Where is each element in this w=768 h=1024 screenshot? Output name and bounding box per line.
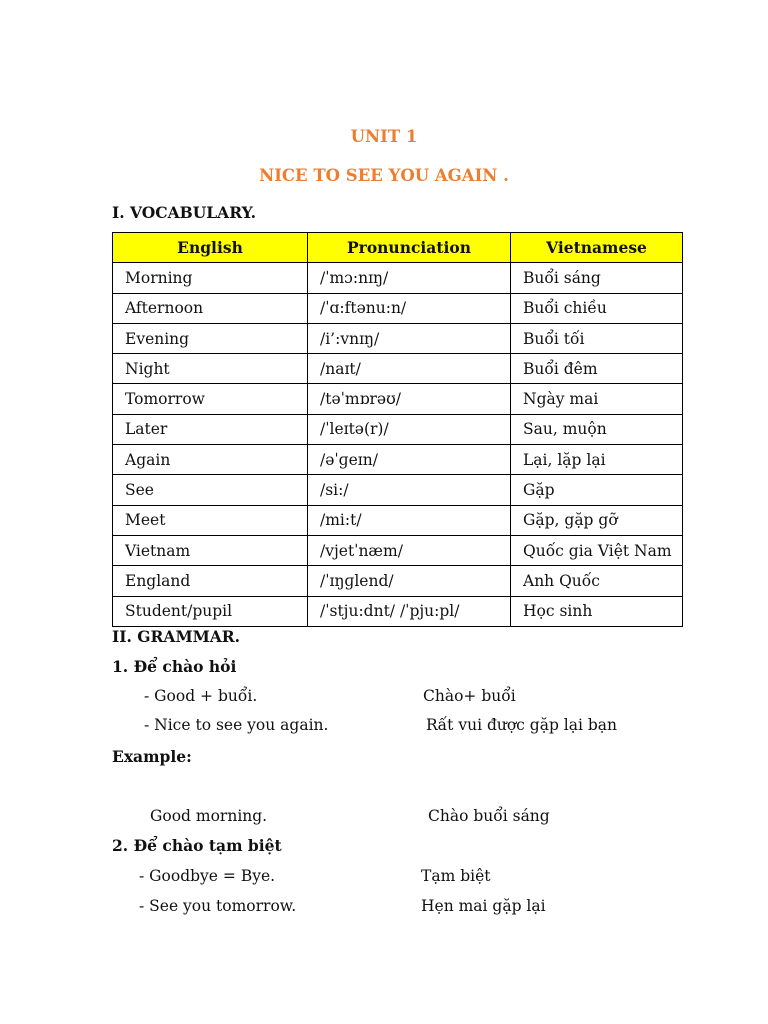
- vocabulary-heading: I. VOCABULARY.: [112, 203, 257, 222]
- vocabulary-table-body: [113, 263, 683, 627]
- table-row: [113, 535, 683, 565]
- cell-vietnamese: Học sinh: [511, 596, 683, 626]
- table-row: [113, 414, 683, 444]
- vocabulary-table: [112, 232, 683, 627]
- cell-pronunciation: /ˈleɪtə(r)/: [308, 414, 511, 444]
- table-header-row: [113, 233, 683, 263]
- cell-english: Night: [113, 354, 308, 384]
- cell-vietnamese: Quốc gia Việt Nam: [511, 535, 683, 565]
- cell-vietnamese: Gặp: [511, 475, 683, 505]
- cell-vietnamese: Buổi sáng: [511, 263, 683, 293]
- cell-english: See: [113, 475, 308, 505]
- section2-heading: 2. Để chào tạm biệt: [112, 836, 282, 855]
- example-label: Example:: [112, 747, 192, 766]
- greeting-line-en: - Nice to see you again.: [144, 716, 329, 734]
- unit-title: UNIT 1: [350, 127, 418, 146]
- greeting-line-en: - Good + buổi.: [144, 687, 258, 705]
- cell-vietnamese: Ngày mai: [511, 384, 683, 414]
- cell-vietnamese: Buổi chiều: [511, 293, 683, 323]
- farewell-line-vi: Hẹn mai gặp lại: [421, 897, 546, 915]
- cell-pronunciation: /ˈmɔ:nɪŋ/: [308, 263, 511, 293]
- table-row: [113, 505, 683, 535]
- cell-vietnamese: Buổi tối: [511, 323, 683, 353]
- farewell-line-en: - Goodbye = Bye.: [139, 867, 276, 885]
- cell-english: Student/pupil: [113, 596, 308, 626]
- table-row: [113, 354, 683, 384]
- cell-pronunciation: /əˈɡeɪn/: [308, 445, 511, 475]
- cell-vietnamese: Gặp, gặp gỡ: [511, 505, 683, 535]
- table-row: [113, 596, 683, 626]
- cell-english: Evening: [113, 323, 308, 353]
- cell-pronunciation: /vjetˈnæm/: [308, 535, 511, 565]
- cell-pronunciation: /ˈstju:dnt/ /ˈpju:pl/: [308, 596, 511, 626]
- table-row: [113, 323, 683, 353]
- greeting-line-vi: Rất vui được gặp lại bạn: [426, 716, 618, 734]
- table-row: [113, 263, 683, 293]
- cell-vietnamese: Sau, muộn: [511, 414, 683, 444]
- header-english: English: [113, 233, 308, 263]
- header-pronunciation: Pronunciation: [308, 233, 511, 263]
- table-row: [113, 566, 683, 596]
- cell-pronunciation: /si:/: [308, 475, 511, 505]
- cell-english: England: [113, 566, 308, 596]
- cell-english: Vietnam: [113, 535, 308, 565]
- table-row: [113, 475, 683, 505]
- cell-pronunciation: /i’:vnɪŋ/: [308, 323, 511, 353]
- example-vi: Chào buổi sáng: [428, 807, 550, 825]
- cell-vietnamese: Buổi đêm: [511, 354, 683, 384]
- cell-vietnamese: Anh Quốc: [511, 566, 683, 596]
- table-row: [113, 445, 683, 475]
- cell-vietnamese: Lại, lặp lại: [511, 445, 683, 475]
- greeting-line-vi: Chào+ buổi: [423, 687, 516, 705]
- table-row: [113, 384, 683, 414]
- cell-pronunciation: /ˈɑ:ftənu:n/: [308, 293, 511, 323]
- cell-english: Meet: [113, 505, 308, 535]
- cell-english: Tomorrow: [113, 384, 308, 414]
- cell-pronunciation: /naɪt/: [308, 354, 511, 384]
- table-row: [113, 293, 683, 323]
- farewell-line-vi: Tạm biệt: [421, 867, 491, 885]
- cell-english: Later: [113, 414, 308, 444]
- grammar-heading: II. GRAMMAR.: [112, 627, 241, 646]
- section1-heading: 1. Để chào hỏi: [112, 657, 237, 676]
- cell-english: Again: [113, 445, 308, 475]
- cell-english: Afternoon: [113, 293, 308, 323]
- cell-pronunciation: /mi:t/: [308, 505, 511, 535]
- header-vietnamese: Vietnamese: [511, 233, 683, 263]
- cell-english: Morning: [113, 263, 308, 293]
- cell-pronunciation: /ˈɪŋɡlend/: [308, 566, 511, 596]
- unit-subtitle: NICE TO SEE YOU AGAIN .: [259, 166, 509, 185]
- farewell-line-en: - See you tomorrow.: [139, 897, 297, 915]
- cell-pronunciation: /təˈmɒrəʊ/: [308, 384, 511, 414]
- example-en: Good morning.: [150, 807, 268, 825]
